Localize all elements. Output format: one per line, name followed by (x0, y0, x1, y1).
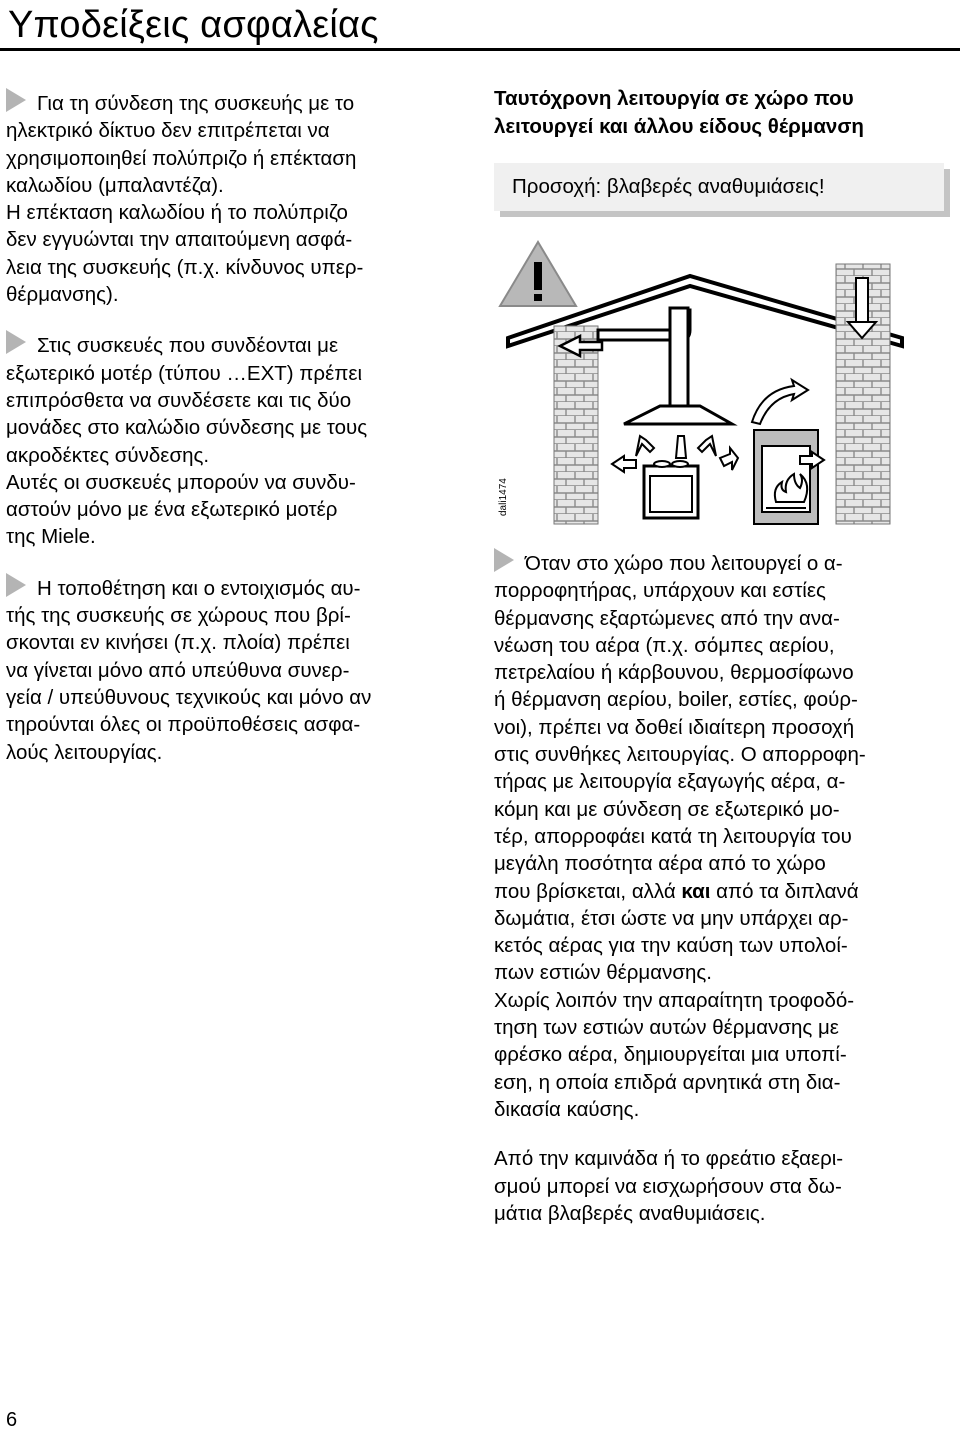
text-line: στις συνθήκες λειτουργίας. Ο απορροφη- (494, 743, 866, 767)
text-line: πων εστιών θέρμανσης. (494, 961, 712, 985)
text-line: μονάδες στο καλώδιο σύνδεσης με τους (6, 416, 368, 440)
chimney-fumes-text (494, 1145, 950, 1227)
bullet-triangle-icon (6, 330, 26, 354)
text-line: Η επέκταση καλωδίου ή το πολύπριζο (6, 201, 348, 225)
heading-line: Ταυτόχρονη λειτουργία σε χώρο που (494, 87, 854, 110)
text-line: της Miele. (6, 525, 96, 549)
text-line: κόμη και με σύνδεση σε εξωτερικό μο- (494, 797, 840, 821)
cooker-hood (624, 406, 732, 424)
text-line: Χωρίς λοιπόν την απαραίτητη τροφοδό- (494, 988, 855, 1012)
airflow-curved-arrow-icon (752, 380, 808, 424)
text-line: γεία / υπεύθυνους τεχνικούς και μόνο αν (6, 685, 372, 709)
bullet-triangle-icon (6, 573, 26, 597)
heading-line: λειτουργεί και άλλου είδους θέρμανση (494, 115, 864, 138)
page-title: Υποδείξεις ασφαλείας (8, 4, 379, 46)
text-line: αστούν μόνο με ένα εξωτερικό μοτέρ (6, 498, 338, 522)
text-line: εξωτερικό μοτέρ (τύπου …EXT) πρέπει (6, 361, 363, 385)
brick-wall-left (554, 326, 598, 524)
text-line: ακροδέκτες σύνδεσης. (6, 443, 210, 467)
text-line: επιπρόσθετα να συνδέσετε και τις δύο (6, 388, 352, 412)
text-line: σκονται εν κινήσει (π.χ. πλοία) πρέπει (6, 631, 350, 655)
fireplace (754, 430, 818, 524)
text-line: χρησιμοποιηθεί πολύπριζο ή επέκταση (6, 146, 357, 170)
text-line: τέρ, απορροφάει κατά τη λειτουργία του (494, 824, 852, 848)
text-line: μεγάλη ποσότητα αέρα από το χώρο (494, 852, 826, 876)
text-line: νοι), πρέπει να δοθεί ιδιαίτερη προσοχή (494, 715, 855, 739)
text-line: κετός αέρας για την καύση των υπολοί- (494, 934, 848, 958)
text-line: ηλεκτρικό δίκτυο δεν επιτρέπεται να (6, 119, 330, 143)
bullet-triangle-icon (494, 548, 514, 572)
text-line: Η τοποθέτηση και ο εντοιχισμός αυ- (37, 576, 361, 600)
text-line: Από την καμινάδα ή το φρεάτιο εξαερι- (494, 1147, 844, 1171)
text-line: δεν εγγυώνται την απαιτούμενη ασφά- (6, 228, 353, 252)
text-line: δικασία καύσης. (494, 1097, 640, 1121)
figure-label: dali1474 (498, 478, 509, 516)
right-column (494, 548, 950, 1243)
text-line: φρέσκο αέρα, δημιουργείται μια υποπί- (494, 1043, 847, 1067)
text-line: θέρμανσης). (6, 283, 119, 307)
safety-note-multiplug (6, 88, 468, 308)
airflow-up-arrows-icon (636, 436, 716, 458)
stove (644, 461, 698, 518)
ventilation-illustration (494, 234, 950, 530)
text-line: Όταν στο χώρο που λειτουργεί ο α- (525, 552, 843, 575)
bullet-triangle-icon (6, 88, 26, 112)
section-heading (494, 85, 954, 141)
emphasis-text: και (681, 879, 711, 903)
warning-triangle-icon (500, 242, 576, 306)
text-line: ή θέρμανση αερίου, boiler, εστίες, φούρ- (494, 688, 858, 712)
text-line: σμού μπορεί να εισχωρήσουν στα δω- (494, 1174, 842, 1198)
text-fragment: από τα διπλανά (710, 879, 859, 903)
text-line: δωμάτια, έτσι ώστε να μην υπάρχει αρ- (494, 906, 849, 930)
text-line: τήρας με λειτουργία εξαγωγής αέρα, α- (494, 770, 846, 794)
text-line: λεια της συσκευής (π.χ. κίνδυνος υπερ- (6, 255, 364, 279)
text-line: να γίνεται μόνο από υπεύθυνα συνερ- (6, 658, 350, 682)
safety-note-moving-installation (6, 573, 468, 766)
text-line: Στις συσκευές που συνδέονται με (37, 334, 339, 358)
text-line: Αυτές οι συσκευές μπορούν να συνδυ- (6, 470, 356, 494)
text-fragment: που βρίσκεται, αλλά (494, 879, 682, 903)
text-line (494, 878, 950, 905)
text-line: τηση των εστιών αυτών θέρμανσης με (494, 1016, 839, 1040)
title-rule (0, 48, 960, 51)
text-line: Για τη σύνδεση της συσκευής με το (37, 92, 355, 115)
page-number: 6 (6, 1409, 18, 1431)
safety-note-external-motor (6, 330, 468, 550)
text-line: εση, η οποία επιδρά αρνητικά στη δια- (494, 1070, 841, 1094)
text-line: πετρελαίου ή κάρβουνου, θερμοσίφωνο (494, 661, 854, 685)
text-line: μάτια βλαβερές αναθυμιάσεις. (494, 1201, 766, 1225)
text-line: τής της συσκευής σε χώρους που βρί- (6, 604, 351, 628)
text-line: τηρούνται όλες οι προϋποθέσεις ασφα- (6, 713, 361, 737)
combined-operation-text (494, 548, 950, 1123)
warning-box: Προσοχή: βλαβερές αναθυμιάσεις! (494, 163, 944, 211)
text-line: νέωση του αέρα (π.χ. σόμπες αερίου, (494, 633, 835, 657)
text-line: πορροφητήρας, υπάρχουν και εστίες (494, 579, 826, 603)
left-column (6, 88, 468, 782)
text-line: καλωδίου (μπαλαντέζα). (6, 173, 224, 197)
text-line: θέρμανσης εξαρτώμενες από την ανα- (494, 606, 840, 630)
text-line: λούς λειτουργίας. (6, 740, 163, 764)
